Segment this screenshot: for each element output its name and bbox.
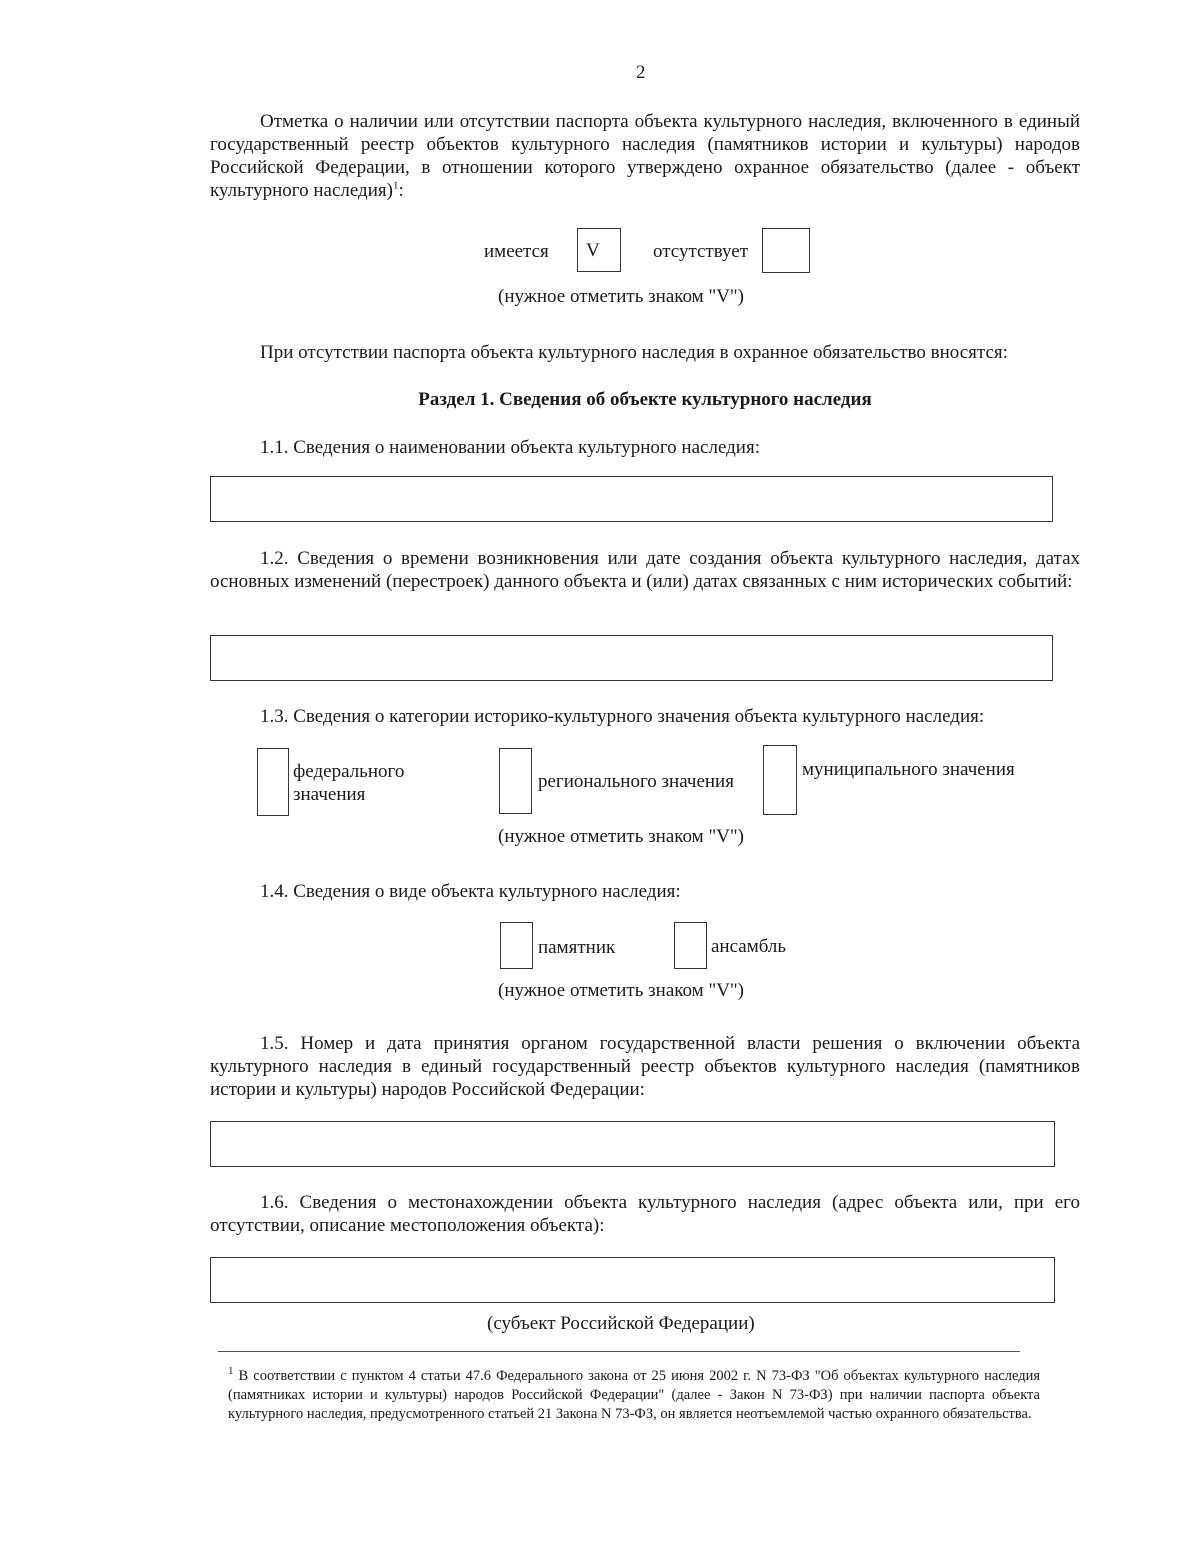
footnote — [228, 1367, 1040, 1424]
footnote-separator — [218, 1351, 1020, 1352]
item-1-1-label: 1.1. Сведения о наименовании объекта культурного наследия: — [260, 437, 760, 458]
absent-intro: При отсутствии паспорта объекта культурного наследия в охранное обязательство вносятся: — [260, 342, 1008, 363]
category-federal-label: федерального значения — [293, 761, 405, 805]
section-1-title: Раздел 1. Сведения об объекте культурного наследия — [418, 389, 872, 410]
category-federal-checkbox[interactable] — [257, 748, 289, 816]
passport-note-text: Отметка о наличии или отсутствии паспорта объекта культурного наследия, включенного в единый государственный реестр объектов культурного наследия (памятников истории и культуры) народов Российской Федерации, в отношении которого утверждено охранное обязательство (далее - объект культурного наследия) — [210, 111, 1080, 201]
passport-choice-hint: (нужное отметить знаком "V") — [498, 286, 744, 307]
passport-note — [210, 110, 1080, 202]
item-1-2-label: 1.2. Сведения о времени возникновения или дате создания объекта культурного наследия, датах основных изменений (перестроек) данного объекта и (или) датах связанных с ним исторических событий: — [210, 548, 1080, 592]
passport-absent-checkbox[interactable] — [762, 228, 810, 273]
passport-present-checkbox[interactable] — [577, 228, 621, 272]
item-1-5-label: 1.5. Номер и дата принятия органом государственной власти решения о включении объекта культурного наследия в единый государственный реестр объектов культурного наследия (памятников истории и культуры) народов Российской Федерации: — [210, 1033, 1080, 1100]
kind-ensemble-checkbox[interactable] — [674, 922, 707, 969]
item-1-5-field[interactable] — [210, 1121, 1055, 1167]
item-1-4-label: 1.4. Сведения о виде объекта культурного наследия: — [260, 881, 681, 902]
category-municipal-label: муниципального значения — [802, 759, 1015, 780]
page-number: 2 — [636, 62, 646, 83]
footnote-text: В соответствии с пунктом 4 статьи 47.6 Федерального закона от 25 июня 2002 г. N 73-ФЗ "Об объектах культурного наследия (памятниках истории и культуры) народов Российской Федерации" (далее - Закон N 73-ФЗ) при наличии паспорта объекта культурного наследия, предусмотренного статьей 21 Закона N 73-ФЗ, он является неотъемлемой частью охранного обязательства. — [228, 1368, 1041, 1422]
passport-absent-label: отсутствует — [653, 241, 749, 262]
footnote-ref: 1 — [392, 179, 399, 192]
item-1-6-caption: (субъект Российской Федерации) — [487, 1313, 755, 1334]
item-1-6-label: 1.6. Сведения о местонахождении объекта культурного наследия (адрес объекта или, при его отсутствии, описание местоположения объекта): — [210, 1192, 1080, 1236]
passport-note-tail: : — [398, 180, 404, 201]
item-1-3-label: 1.3. Сведения о категории историко-культурного значения объекта культурного наследия: — [260, 706, 985, 727]
category-hint: (нужное отметить знаком "V") — [498, 826, 744, 847]
category-municipal-checkbox[interactable] — [763, 745, 797, 815]
passport-present-label: имеется — [484, 241, 549, 262]
passport-present-mark: V — [586, 240, 600, 261]
category-regional-label: регионального значения — [538, 771, 734, 792]
item-1-1-field[interactable] — [210, 476, 1053, 522]
item-1-6-field[interactable] — [210, 1257, 1055, 1303]
item-1-2-field[interactable] — [210, 635, 1053, 681]
kind-hint: (нужное отметить знаком "V") — [498, 980, 744, 1001]
category-regional-checkbox[interactable] — [499, 748, 532, 814]
kind-monument-checkbox[interactable] — [500, 922, 533, 969]
footnote-mark: 1 — [228, 1365, 234, 1378]
kind-ensemble-label: ансамбль — [711, 936, 787, 957]
kind-monument-label: памятник — [538, 937, 616, 958]
